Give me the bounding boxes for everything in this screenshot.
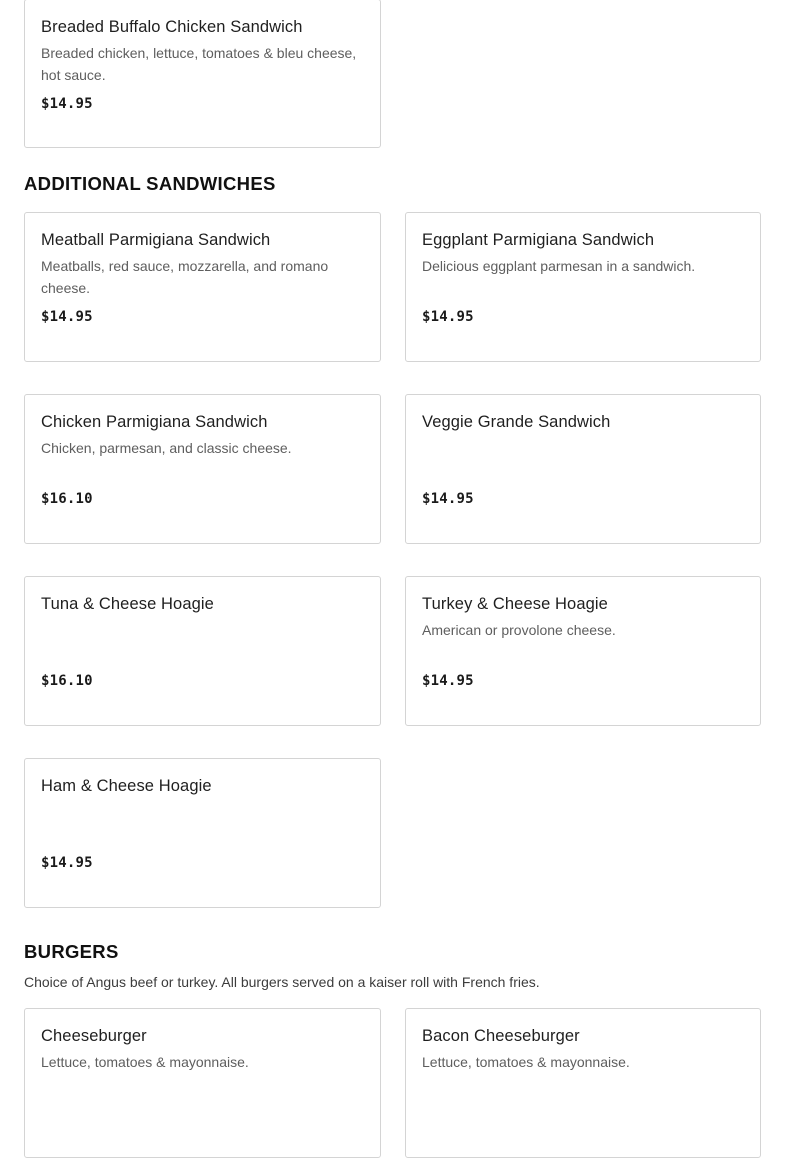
item-price: $14.95 bbox=[422, 491, 474, 507]
item-price: $14.95 bbox=[422, 673, 474, 689]
menu-item-card[interactable] bbox=[405, 394, 761, 544]
item-description: Lettuce, tomatoes & mayonnaise. bbox=[422, 1054, 630, 1070]
item-name: Meatball Parmigiana Sandwich bbox=[41, 231, 271, 249]
item-name: Ham & Cheese Hoagie bbox=[41, 777, 212, 795]
menu-item-card[interactable] bbox=[405, 1008, 761, 1158]
item-name: Bacon Cheeseburger bbox=[422, 1027, 580, 1045]
item-price: $16.10 bbox=[41, 673, 93, 689]
item-description: Chicken, parmesan, and classic cheese. bbox=[41, 440, 292, 456]
item-description: Lettuce, tomatoes & mayonnaise. bbox=[41, 1054, 249, 1070]
menu-item-card[interactable] bbox=[24, 394, 381, 544]
section-additional-sandwiches bbox=[24, 172, 761, 908]
item-name: Turkey & Cheese Hoagie bbox=[422, 595, 608, 613]
item-name: Breaded Buffalo Chicken Sandwich bbox=[41, 18, 303, 36]
item-price: $16.10 bbox=[41, 491, 93, 507]
item-description: Delicious eggplant parmesan in a sandwich. bbox=[422, 258, 696, 274]
item-name: Chicken Parmigiana Sandwich bbox=[41, 413, 268, 431]
item-name: Tuna & Cheese Hoagie bbox=[41, 595, 214, 613]
item-price: $14.95 bbox=[41, 309, 93, 325]
item-description: American or provolone cheese. bbox=[422, 622, 616, 638]
item-description: Breaded chicken, lettuce, tomatoes & bleu cheese, hot sauce. bbox=[41, 45, 357, 83]
item-price: $14.95 bbox=[41, 96, 93, 112]
menu-item-card[interactable] bbox=[24, 576, 381, 726]
item-price: $14.95 bbox=[422, 309, 474, 325]
menu-item-card[interactable] bbox=[24, 212, 381, 362]
item-price: $14.95 bbox=[41, 855, 93, 871]
section-title: BURGERS bbox=[24, 941, 119, 962]
menu-item-card[interactable] bbox=[24, 1008, 381, 1158]
item-name: Eggplant Parmigiana Sandwich bbox=[422, 231, 655, 249]
menu-page bbox=[24, 0, 761, 1158]
item-name: Veggie Grande Sandwich bbox=[422, 413, 611, 431]
menu-item-card[interactable] bbox=[405, 212, 761, 362]
menu-item-card[interactable] bbox=[24, 758, 381, 908]
menu-item-card[interactable] bbox=[405, 576, 761, 726]
section-burgers bbox=[24, 940, 761, 1158]
section-items-grid bbox=[24, 212, 761, 908]
previous-section-grid bbox=[24, 0, 761, 148]
item-description: Meatballs, red sauce, mozzarella, and romano cheese. bbox=[41, 258, 329, 296]
section-note: Choice of Angus beef or turkey. All burgers served on a kaiser roll with French fries. bbox=[24, 974, 540, 990]
section-title: ADDITIONAL SANDWICHES bbox=[24, 173, 276, 194]
menu-item-card[interactable] bbox=[24, 0, 381, 148]
item-name: Cheeseburger bbox=[41, 1027, 147, 1045]
section-items-grid bbox=[24, 1008, 761, 1158]
